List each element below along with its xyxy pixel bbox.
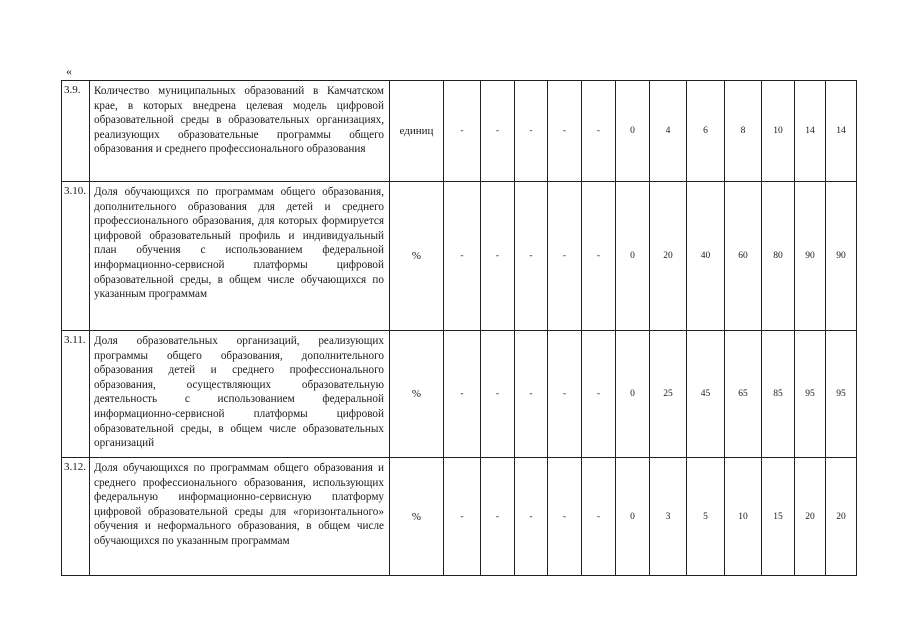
value-cell: - bbox=[515, 331, 548, 458]
value-cell: - bbox=[444, 458, 481, 576]
value-cell: 14 bbox=[795, 81, 826, 182]
row-number: 3.11. bbox=[62, 331, 90, 458]
indicator-name: Количество муниципальных образований в Камчатском крае, в которых внедрена целевая модель цифровой образовательной среды в образовательных организациях, реализующих образовательные программы общего образования и среднего профессионального образования bbox=[90, 81, 390, 182]
indicator-name: Доля обучающихся по программам общего образования, дополнительного образования для детей и среднего профессионального образования, для которых формируется цифровой образовательный профиль и индивидуальный план обучения с использованием федеральной информационно-сервисной платформы цифровой образовательной среды, в общем числе обучающихся по указанным программам bbox=[90, 182, 390, 331]
table-row bbox=[62, 458, 857, 576]
value-cell: 80 bbox=[762, 182, 795, 331]
value-cell: 20 bbox=[650, 182, 687, 331]
value-cell: 15 bbox=[762, 458, 795, 576]
row-number: 3.12. bbox=[62, 458, 90, 576]
row-number: 3.9. bbox=[62, 81, 90, 182]
value-cell: 3 bbox=[650, 458, 687, 576]
unit-cell: % bbox=[390, 331, 444, 458]
unit-cell: % bbox=[390, 182, 444, 331]
value-cell: 10 bbox=[725, 458, 762, 576]
value-cell: - bbox=[444, 182, 481, 331]
value-cell: - bbox=[481, 182, 515, 331]
value-cell: 60 bbox=[725, 182, 762, 331]
value-cell: 20 bbox=[826, 458, 857, 576]
value-cell: - bbox=[582, 458, 616, 576]
value-cell: - bbox=[582, 331, 616, 458]
value-cell: - bbox=[548, 458, 582, 576]
table-row bbox=[62, 182, 857, 331]
opening-quote-mark: « bbox=[66, 64, 72, 78]
value-cell: - bbox=[444, 331, 481, 458]
indicators-table bbox=[61, 80, 857, 576]
value-cell: - bbox=[481, 331, 515, 458]
value-cell: 5 bbox=[687, 458, 725, 576]
value-cell: 40 bbox=[687, 182, 725, 331]
value-cell: - bbox=[481, 458, 515, 576]
table-row bbox=[62, 81, 857, 182]
indicator-name: Доля обучающихся по программам общего образования и среднего профессионального образования, использующих федеральную информационно-сервисную платформу цифровой образовательной среды для «горизонтального» обучения и неформального образования, в общем числе обучающихся по указанным программам bbox=[90, 458, 390, 576]
value-cell: 10 bbox=[762, 81, 795, 182]
value-cell: - bbox=[444, 81, 481, 182]
value-cell: 0 bbox=[616, 458, 650, 576]
value-cell: 14 bbox=[826, 81, 857, 182]
unit-cell: % bbox=[390, 458, 444, 576]
value-cell: 95 bbox=[795, 331, 826, 458]
value-cell: 4 bbox=[650, 81, 687, 182]
value-cell: 45 bbox=[687, 331, 725, 458]
value-cell: 0 bbox=[616, 182, 650, 331]
value-cell: 90 bbox=[795, 182, 826, 331]
value-cell: 65 bbox=[725, 331, 762, 458]
value-cell: 0 bbox=[616, 331, 650, 458]
value-cell: 20 bbox=[795, 458, 826, 576]
value-cell: - bbox=[548, 81, 582, 182]
value-cell: - bbox=[548, 182, 582, 331]
value-cell: - bbox=[515, 81, 548, 182]
indicator-name: Доля образовательных организаций, реализующих программы общего образования, дополнительного образования детей и среднего профессионального образования, осуществляющих образовательную деятельность с использованием федеральной информационно-сервисной платформы цифровой образовательной среды, в общем числе образовательных организаций bbox=[90, 331, 390, 458]
row-number: 3.10. bbox=[62, 182, 90, 331]
value-cell: 6 bbox=[687, 81, 725, 182]
value-cell: 85 bbox=[762, 331, 795, 458]
value-cell: - bbox=[582, 81, 616, 182]
table-body bbox=[62, 81, 857, 576]
value-cell: 0 bbox=[616, 81, 650, 182]
value-cell: 8 bbox=[725, 81, 762, 182]
value-cell: - bbox=[515, 458, 548, 576]
value-cell: 25 bbox=[650, 331, 687, 458]
value-cell: - bbox=[548, 331, 582, 458]
value-cell: - bbox=[515, 182, 548, 331]
table-row bbox=[62, 331, 857, 458]
value-cell: 90 bbox=[826, 182, 857, 331]
value-cell: 95 bbox=[826, 331, 857, 458]
unit-cell: единиц bbox=[390, 81, 444, 182]
value-cell: - bbox=[582, 182, 616, 331]
value-cell: - bbox=[481, 81, 515, 182]
